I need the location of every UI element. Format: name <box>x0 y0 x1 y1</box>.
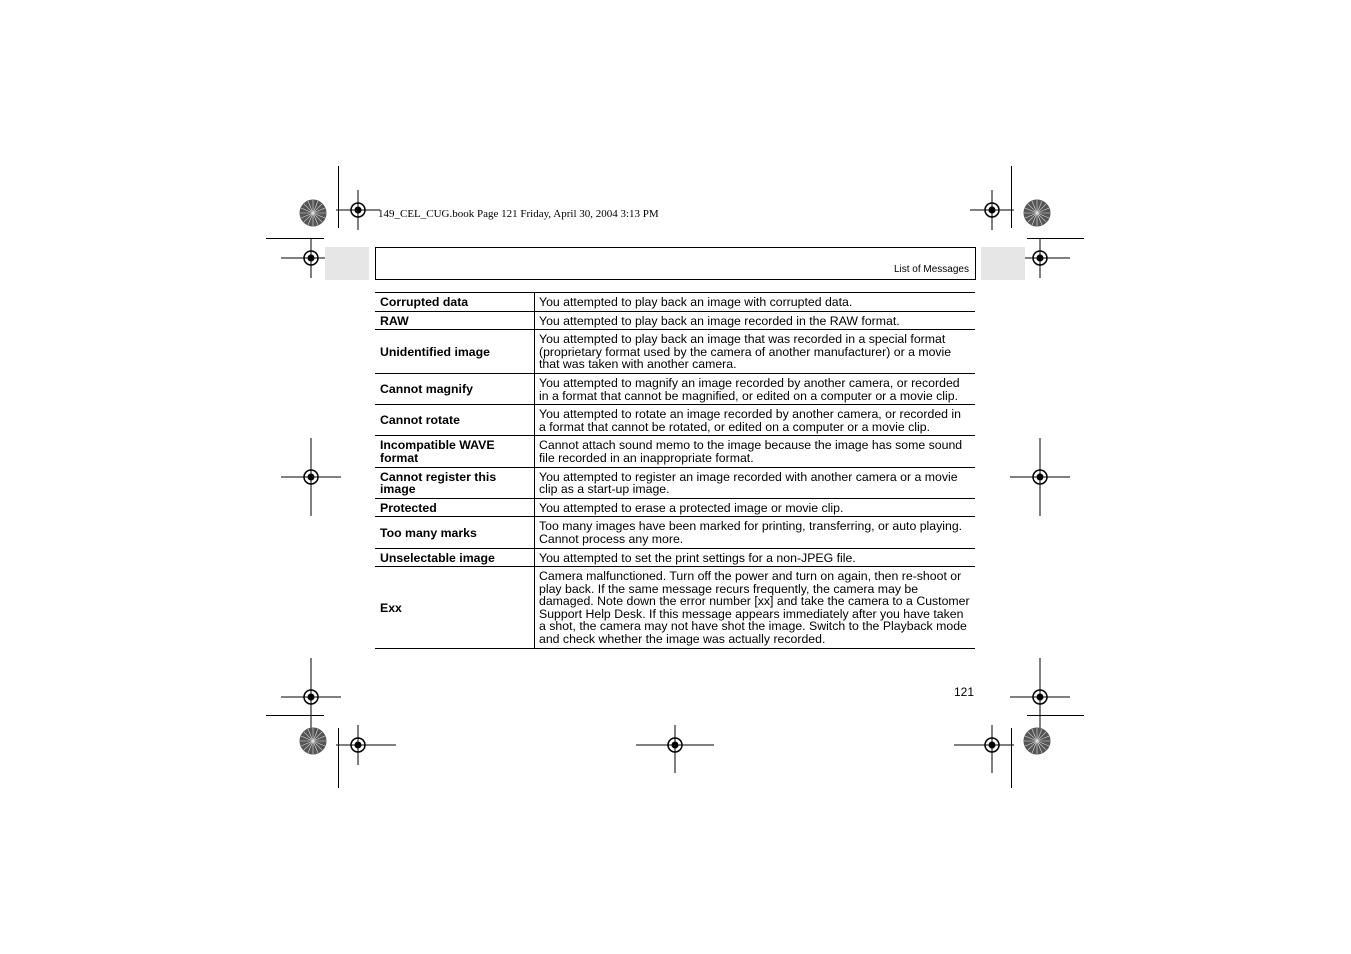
registration-mark-icon <box>1010 438 1070 516</box>
message-description: Camera malfunctioned. Turn off the power and turn on again, then re-shoot or play back. If the same message recurs frequently, the camera may be damaged. Note down the error number [xx] and take the camera to a Customer Support Help Desk. If this message appears immediately after you have taken a shot, the camera may not have shot the image. Switch to the Playback mode and check whether the image was actually recorded. <box>535 567 976 649</box>
table-row <box>375 373 975 404</box>
message-term: Unselectable image <box>375 548 535 567</box>
message-term: Incompatible WAVE format <box>375 436 535 467</box>
message-term: RAW <box>375 311 535 330</box>
registration-mark-icon <box>336 725 396 765</box>
starburst-mark-icon <box>299 727 327 755</box>
side-tab <box>981 247 1025 280</box>
message-description: Too many images have been marked for printing, transferring, or auto playing. Cannot process any more. <box>535 517 976 548</box>
registration-mark-icon <box>636 725 714 773</box>
table-row <box>375 436 975 467</box>
running-header <box>375 247 976 280</box>
table-row <box>375 467 975 498</box>
table-row <box>375 293 975 312</box>
print-info: 149_CEL_CUG.book Page 121 Friday, April 30, 2004 3:13 PM <box>378 208 659 220</box>
starburst-mark-icon <box>299 199 327 227</box>
registration-mark-icon <box>281 658 341 736</box>
message-description: Cannot attach sound memo to the image because the image has some sound file recorded in an inappropriate format. <box>535 436 976 467</box>
table-row <box>375 498 975 517</box>
table-row <box>375 548 975 567</box>
table-row <box>375 311 975 330</box>
side-tab <box>325 247 369 280</box>
table-row <box>375 567 975 649</box>
message-description: You attempted to play back an image recorded in the RAW format. <box>535 311 976 330</box>
message-description: You attempted to magnify an image recorded by another camera, or recorded in a format that cannot be magnified, or edited on a computer or a movie clip. <box>535 373 976 404</box>
message-term: Protected <box>375 498 535 517</box>
message-term: Cannot register this image <box>375 467 535 498</box>
starburst-mark-icon <box>1023 199 1051 227</box>
message-description: You attempted to play back an image with corrupted data. <box>535 293 976 312</box>
message-description: You attempted to play back an image that was recorded in a special format (proprietary format used by the camera of another manufacturer) or a movie that was taken with another camera. <box>535 330 976 374</box>
message-term: Cannot rotate <box>375 405 535 436</box>
registration-mark-icon <box>1010 658 1070 736</box>
message-term: Exx <box>375 567 535 649</box>
message-description: You attempted to register an image recorded with another camera or a movie clip as a start-up image. <box>535 467 976 498</box>
message-term: Too many marks <box>375 517 535 548</box>
registration-mark-icon <box>954 725 1014 773</box>
table-row <box>375 330 975 374</box>
message-description: You attempted to set the print settings for a non-JPEG file. <box>535 548 976 567</box>
page-number: 121 <box>954 685 975 699</box>
message-term: Cannot magnify <box>375 373 535 404</box>
message-description: You attempted to rotate an image recorded by another camera, or recorded in a format that cannot be rotated, or edited on a computer or a movie clip. <box>535 405 976 436</box>
message-table <box>375 292 975 649</box>
message-term: Corrupted data <box>375 293 535 312</box>
table-row <box>375 405 975 436</box>
registration-mark-icon <box>970 190 1014 230</box>
message-description: You attempted to erase a protected image or movie clip. <box>535 498 976 517</box>
message-term: Unidentified image <box>375 330 535 374</box>
starburst-mark-icon <box>1023 727 1051 755</box>
registration-mark-icon <box>281 438 341 516</box>
registration-mark-icon <box>336 190 380 230</box>
section-title: List of Messages <box>893 264 969 275</box>
table-row <box>375 517 975 548</box>
